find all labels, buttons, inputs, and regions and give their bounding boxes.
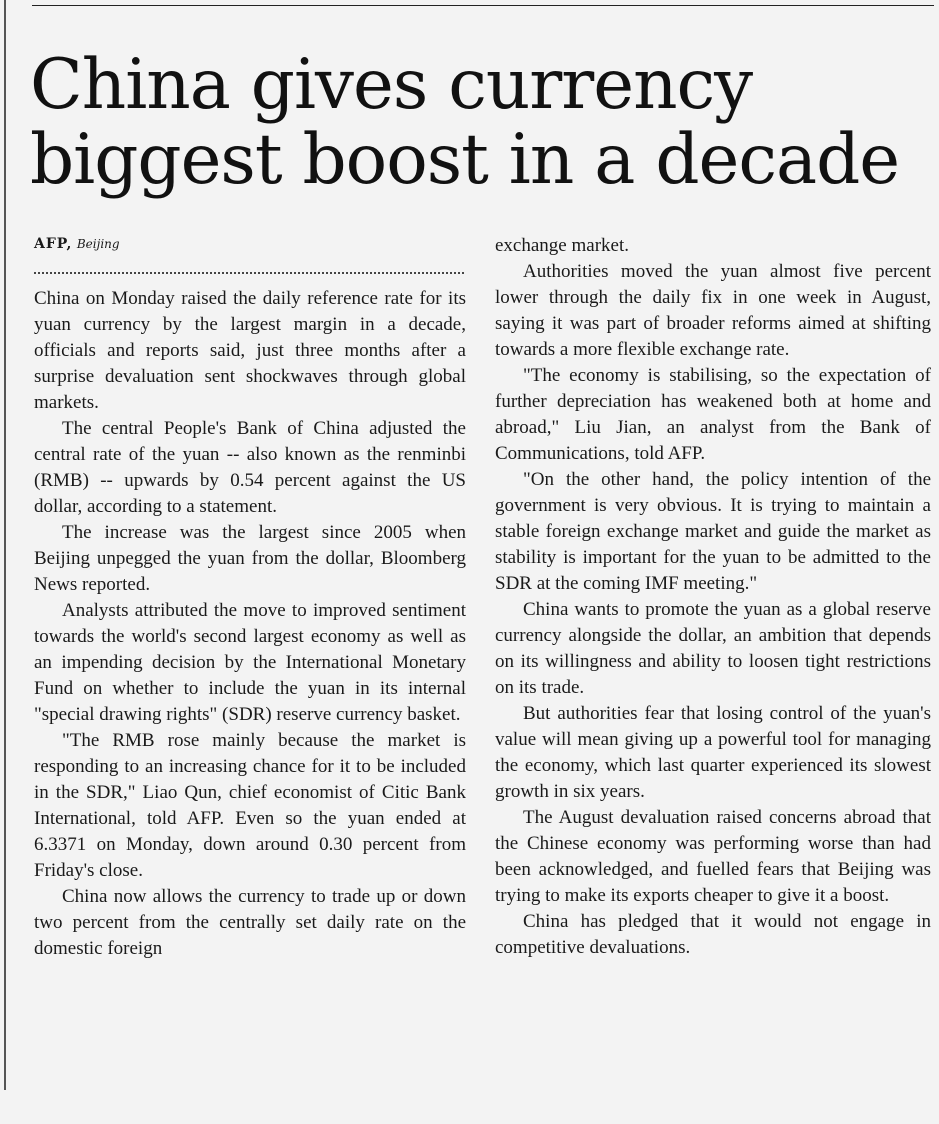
paragraph: China on Monday raised the daily reference rate for its yuan currency by the largest margin in a decade, officials and reports said, just three months after a surprise devaluation sent shockwaves through global markets. — [34, 288, 466, 413]
left-column-rule — [4, 0, 6, 1090]
paragraph: Authorities moved the yuan almost five percent lower through the daily fix in one week in August, saying it was part of broader reforms aimed at shifting towards a more flexible exchange rate. — [495, 261, 931, 360]
paragraph: "The economy is stabilising, so the expectation of further depreciation has weakened both at home and abroad," Liu Jian, an analyst from the Bank of Communications, told AFP. — [495, 365, 931, 464]
paragraph: China wants to promote the yuan as a global reserve currency alongside the dollar, an ambition that depends on its willingness and ability to loosen tight restrictions on its trade. — [495, 599, 931, 698]
headline — [30, 45, 935, 200]
paragraph: exchange market. — [495, 235, 629, 256]
paragraph: "The RMB rose mainly because the market is responding to an increasing chance for it to be included in the SDR," Liao Qun, chief economist of Citic Bank International, told AFP. Even so the yuan ended at 6.3371 on Monday, down around 0.30 percent from Friday's close. — [34, 730, 466, 881]
byline — [34, 236, 120, 252]
dotted-separator — [34, 272, 464, 274]
paragraph: The increase was the largest since 2005 when Beijing unpegged the yuan from the dollar, Bloomberg News reported. — [34, 522, 466, 595]
paragraph: "On the other hand, the policy intention of the government is very obvious. It is trying to maintain a stable foreign exchange market and guide the market as stability is important for the yuan to be admitted to the SDR at the coming IMF meeting." — [495, 469, 931, 594]
headline-line-2: biggest boost in a decade — [30, 120, 900, 200]
paragraph: But authorities fear that losing control of the yuan's value will mean giving up a powerful tool for managing the economy, which last quarter experienced its slowest growth in six years. — [495, 703, 931, 802]
column-1 — [34, 286, 466, 962]
paragraph: China now allows the currency to trade up or down two percent from the centrally set daily rate on the domestic foreign — [34, 886, 466, 959]
paragraph: The August devaluation raised concerns abroad that the Chinese economy was performing worse than had been acknowledged, and fuelled fears that Beijing was trying to make its exports cheaper to give it a boost. — [495, 807, 931, 906]
paragraph: Analysts attributed the move to improved sentiment towards the world's second largest economy as well as an impending decision by the International Monetary Fund on whether to include the yuan in its internal "special drawing rights" (SDR) reserve currency basket. — [34, 600, 466, 725]
paragraph: China has pledged that it would not engage in competitive devaluations. — [495, 911, 931, 958]
top-rule — [32, 5, 934, 6]
headline-line-1: China gives currency — [30, 45, 753, 125]
column-2 — [495, 233, 931, 961]
paragraph: The central People's Bank of China adjusted the central rate of the yuan -- also known as the renminbi (RMB) -- upwards by 0.54 percent against the US dollar, according to a statement. — [34, 418, 466, 517]
byline-dateline: Beijing — [76, 237, 120, 251]
byline-agency: AFP, — [34, 236, 73, 252]
